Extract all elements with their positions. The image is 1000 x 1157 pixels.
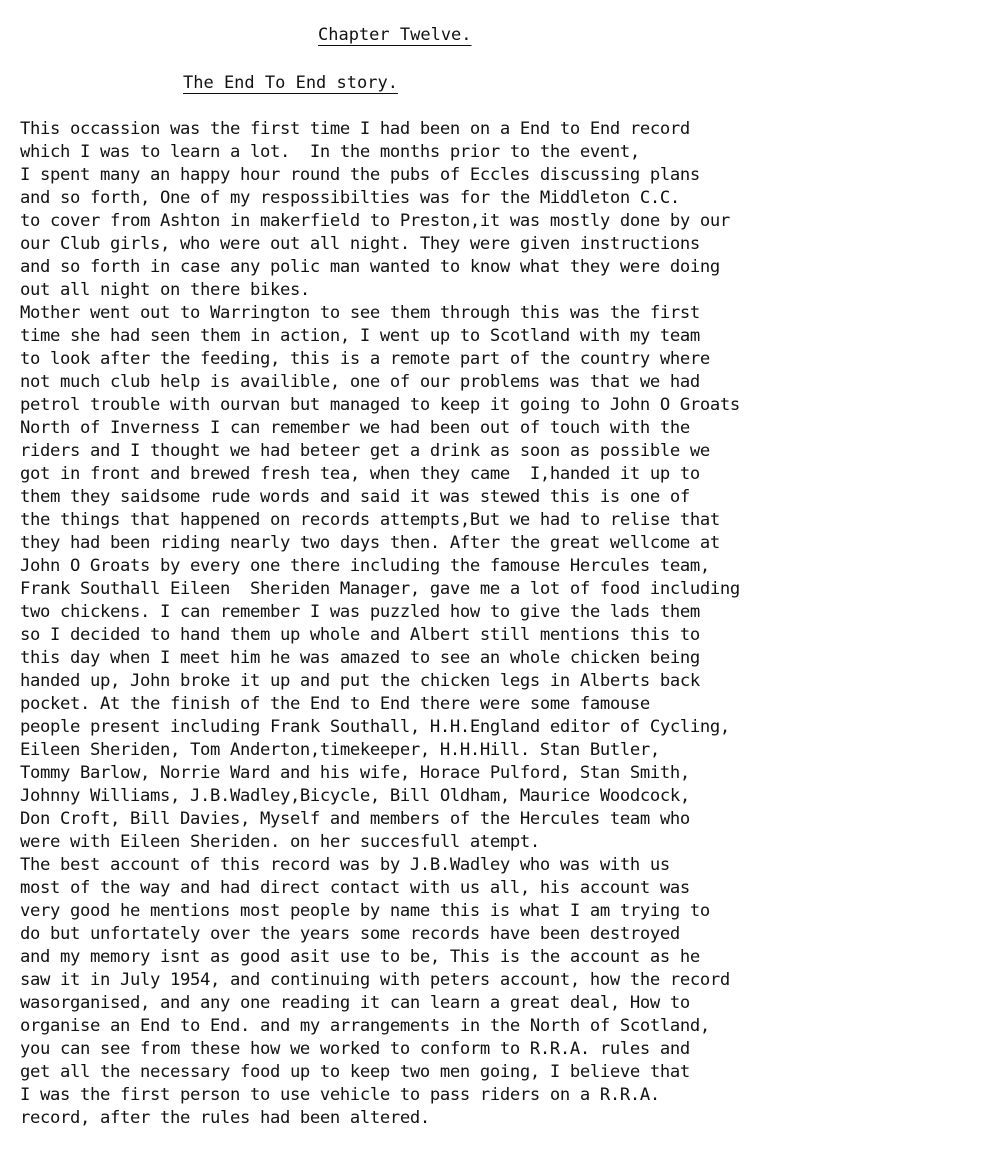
text-line: petrol trouble with ourvan but managed to keep it going to John O Groats (20, 395, 740, 415)
text-line: which I was to learn a lot. In the months prior to the event, (20, 142, 640, 162)
text-line: handed up, John broke it up and put the chicken legs in Alberts back (20, 671, 700, 691)
text-line: wasorganised, and any one reading it can learn a great deal, How to (20, 993, 690, 1013)
text-line: our Club girls, who were out all night. They were given instructions (20, 234, 700, 254)
text-line: you can see from these how we worked to conform to R.R.A. rules and (20, 1039, 690, 1059)
text-line: saw it in July 1954, and continuing with peters account, how the record (20, 970, 730, 990)
text-line: two chickens. I can remember I was puzzled how to give the lads them (20, 602, 700, 622)
text-line: North of Inverness I can remember we had been out of touch with the (20, 418, 690, 438)
text-line: and my memory isnt as good asit use to be, This is the account as he (20, 947, 700, 967)
text-line: very good he mentions most people by name this is what I am trying to (20, 901, 710, 921)
text-line: got in front and brewed fresh tea, when they came I,handed it up to (20, 464, 700, 484)
text-line: and so forth in case any polic man wanted to know what they were doing (20, 257, 720, 277)
chapter-title: Chapter Twelve. (318, 25, 472, 45)
text-line: time she had seen them in action, I went up to Scotland with my team (20, 326, 700, 346)
text-line: Eileen Sheriden, Tom Anderton,timekeeper, H.H.Hill. Stan Butler, (20, 740, 660, 760)
text-line: organise an End to End. and my arrangements in the North of Scotland, (20, 1016, 710, 1036)
text-line: John O Groats by every one there including the famouse Hercules team, (20, 556, 710, 576)
text-line: pocket. At the finish of the End to End there were some famouse (20, 694, 650, 714)
text-line: and so forth, One of my respossibilties was for the Middleton C.C. (20, 188, 680, 208)
text-line: most of the way and had direct contact with us all, his account was (20, 878, 690, 898)
text-line: the things that happened on records attempts,But we had to relise that (20, 510, 720, 530)
text-line: record, after the rules had been altered. (20, 1108, 430, 1128)
text-line: get all the necessary food up to keep two men going, I believe that (20, 1062, 690, 1082)
text-line: people present including Frank Southall, H.H.England editor of Cycling, (20, 717, 730, 737)
text-line: Tommy Barlow, Norrie Ward and his wife, Horace Pulford, Stan Smith, (20, 763, 690, 783)
body-text (20, 118, 995, 1130)
text-line: Johnny Williams, J.B.Wadley,Bicycle, Bill Oldham, Maurice Woodcock, (20, 786, 690, 806)
text-line: were with Eileen Sheriden. on her succesfull atempt. (20, 832, 540, 852)
text-line: out all night on there bikes. (20, 280, 310, 300)
text-line: so I decided to hand them up whole and Albert still mentions this to (20, 625, 700, 645)
text-line: I was the first person to use vehicle to pass riders on a R.R.A. (20, 1085, 660, 1105)
text-line: do but unfortately over the years some records have been destroyed (20, 924, 680, 944)
text-line: them they saidsome rude words and said it was stewed this is one of (20, 487, 690, 507)
text-line: to cover from Ashton in makerfield to Preston,it was mostly done by our (20, 211, 730, 231)
text-line: The best account of this record was by J.B.Wadley who was with us (20, 855, 670, 875)
story-title: The End To End story. (183, 73, 398, 93)
text-line: Don Croft, Bill Davies, Myself and members of the Hercules team who (20, 809, 690, 829)
text-line: they had been riding nearly two days then. After the great wellcome at (20, 533, 720, 553)
text-line: to look after the feeding, this is a remote part of the country where (20, 349, 710, 369)
text-line: this day when I meet him he was amazed to see an whole chicken being (20, 648, 700, 668)
text-line: riders and I thought we had beteer get a drink as soon as possible we (20, 441, 710, 461)
text-line: I spent many an happy hour round the pubs of Eccles discussing plans (20, 165, 700, 185)
text-line: Frank Southall Eileen Sheriden Manager, gave me a lot of food including (20, 579, 740, 599)
text-line: This occassion was the first time I had been on a End to End record (20, 119, 690, 139)
text-line: not much club help is availible, one of our problems was that we had (20, 372, 700, 392)
text-line: Mother went out to Warrington to see them through this was the first (20, 303, 700, 323)
